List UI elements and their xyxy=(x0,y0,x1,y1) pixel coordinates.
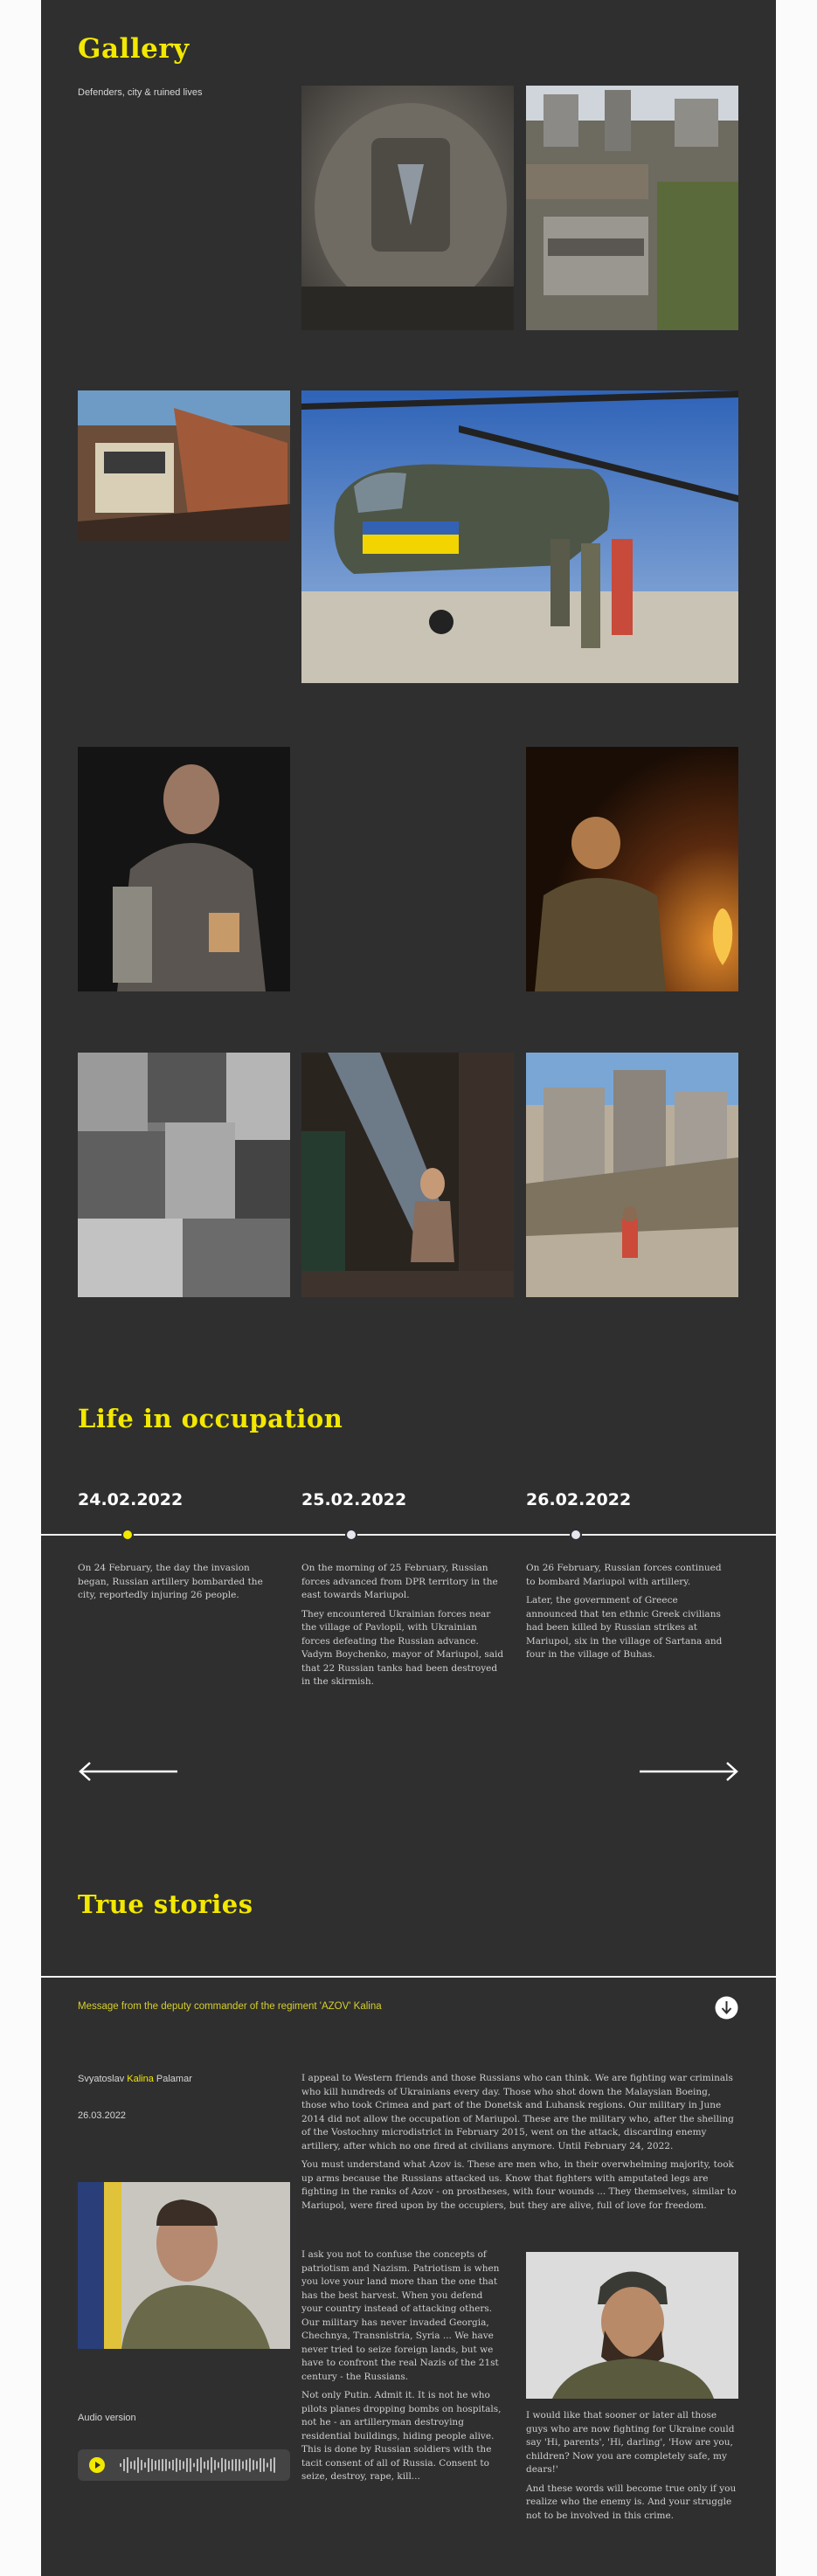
gallery-subtitle: Defenders, city & ruined lives xyxy=(78,87,203,98)
timeline-dot[interactable] xyxy=(345,1529,357,1541)
page-content xyxy=(41,0,776,2576)
story-date: 26.03.2022 xyxy=(78,2110,127,2121)
timeline-paragraph: Later, the government of Greece announced that ten ethnic Greek civilians had been killed by Russian strikes at Mariupol, six in the village of Sartana and four in the village of Buhas. xyxy=(526,1595,723,1660)
author-last-name: Palamar xyxy=(156,2074,192,2084)
timeline-paragraph: On 26 February, Russian forces continued to bombard Mariupol with artillery. xyxy=(526,1563,722,1587)
arrow-down-circle-icon[interactable] xyxy=(715,1996,738,2020)
message-title[interactable]: Message from the deputy commander of the regiment 'AZOV' Kalina xyxy=(78,2001,382,2012)
arrow-left-icon[interactable] xyxy=(78,1761,179,1782)
timeline-text-3 xyxy=(526,1562,729,1668)
gallery-photo-helicopter[interactable] xyxy=(301,390,738,683)
gallery-photo-ruined-city-aerial[interactable] xyxy=(526,86,738,330)
story-text-intro xyxy=(301,2072,738,2218)
stories-title: True stories xyxy=(78,1889,253,1919)
gallery-photo-soldier-fire[interactable] xyxy=(526,747,738,991)
timeline-line xyxy=(41,1534,776,1536)
author-photo-kalina xyxy=(78,2182,290,2349)
gallery-photo-child-light[interactable] xyxy=(301,1053,514,1297)
play-icon[interactable] xyxy=(89,2457,105,2473)
timeline-date-2: 25.02.2022 xyxy=(301,1490,407,1509)
story-photo-soldier xyxy=(526,2252,738,2399)
timeline-date-1: 24.02.2022 xyxy=(78,1490,183,1509)
story-paragraph: I appeal to Western friends and those Russians who can think. We are fighting war criminals who kill hundreds of Ukrainians every day. Those who shot down the Malaysian Boeing, those who took Crimea and part of the Donetsk and Luhansk regions. Our military in June 2014 did not allow the occupation of Mariupol. These are the military who, after the shelling of the Vostochny microdistrict in February 2015, went on the attack, discarding enemy artillery, after which no one fired at civilians anymore. Until February 24, 2022. xyxy=(301,2073,734,2151)
timeline-date-3: 26.02.2022 xyxy=(526,1490,632,1509)
author-name xyxy=(78,2074,192,2084)
author-nickname: Kalina xyxy=(127,2074,154,2084)
timeline-paragraph: On the morning of 25 February, Russian forces advanced from DPR territory in the east towards Mariupol. xyxy=(301,1563,498,1600)
author-first-name: Svyatoslav xyxy=(78,2074,125,2084)
story-paragraph: I would like that sooner or later all those guys who are now fighting for Ukraine could say 'Hi, parents', 'Hi, darling', 'How are you, children? Now you are completely safe, my dears!' xyxy=(526,2410,735,2475)
gallery-title: Gallery xyxy=(78,33,190,65)
story-paragraph: I ask you not to confuse the concepts of patriotism and Nazism. Patriotism is when you love your land more than the one that has the best harvest. When you defend your country instead of attacking others. Our military has never invaded Georgia, Chechnya, Transnistria, Syria ... We have never tried to seize foreign lands, but we have to confront the real Nazis of the 21st century - the Russians. xyxy=(301,2249,500,2382)
arrow-right-icon[interactable] xyxy=(638,1761,739,1782)
timeline-text-2 xyxy=(301,1562,504,1695)
gallery-photo-collage[interactable] xyxy=(78,1053,290,1297)
gallery-photo-soldier-portrait[interactable] xyxy=(78,747,290,991)
audio-label: Audio version xyxy=(78,2413,136,2423)
story-paragraph: You must understand what Azov is. These are men who, in their overwhelming majority, took up arms because the Russians attacked us. Know that fighters with amputated legs are fighting in the ranks of Azov - on prostheses, with four wounds ... They themselves, similar to Mariupol, were fired upon by the occupiers, but they are alive, full of love for freedom. xyxy=(301,2159,737,2211)
gallery-photo-helmet[interactable] xyxy=(301,86,514,330)
stories-divider xyxy=(41,1976,776,1978)
gallery-photo-destroyed-bus[interactable] xyxy=(78,390,290,541)
story-paragraph: Not only Putin. Admit it. It is not he who pilots planes dropping bombs on hospitals, not he - an artilleryman destroying residential buildings, hiding people alive. This is done by Russian soldiers with the tacit consent of all of Russia. Consent to seize, destroy, rape, kill... xyxy=(301,2390,502,2482)
occupation-title: Life in occupation xyxy=(78,1404,343,1433)
timeline-dot[interactable] xyxy=(570,1529,582,1541)
gallery-photo-child-ruins[interactable] xyxy=(526,1053,738,1297)
timeline-text-1 xyxy=(78,1562,280,1608)
story-paragraph: And these words will become true only if you realize who the enemy is. And your struggle not to be involved in this crime. xyxy=(526,2483,737,2521)
timeline-dot-active[interactable] xyxy=(121,1529,134,1541)
timeline-paragraph: On 24 February, the day the invasion began, Russian artillery bombarded the city, reportedly injuring 26 people. xyxy=(78,1563,263,1600)
waveform-icon[interactable] xyxy=(120,2456,277,2474)
story-text-col3 xyxy=(526,2409,738,2528)
story-text-col2 xyxy=(301,2248,504,2490)
timeline-paragraph: They encountered Ukrainian forces near the village of Pavlopil, with Ukrainian forces defeating the Russian advance. Vadym Boychenko, mayor of Mariupol, said that 22 Russian tanks had been destroyed in the skirmish. xyxy=(301,1608,504,1687)
audio-player[interactable] xyxy=(78,2449,290,2481)
